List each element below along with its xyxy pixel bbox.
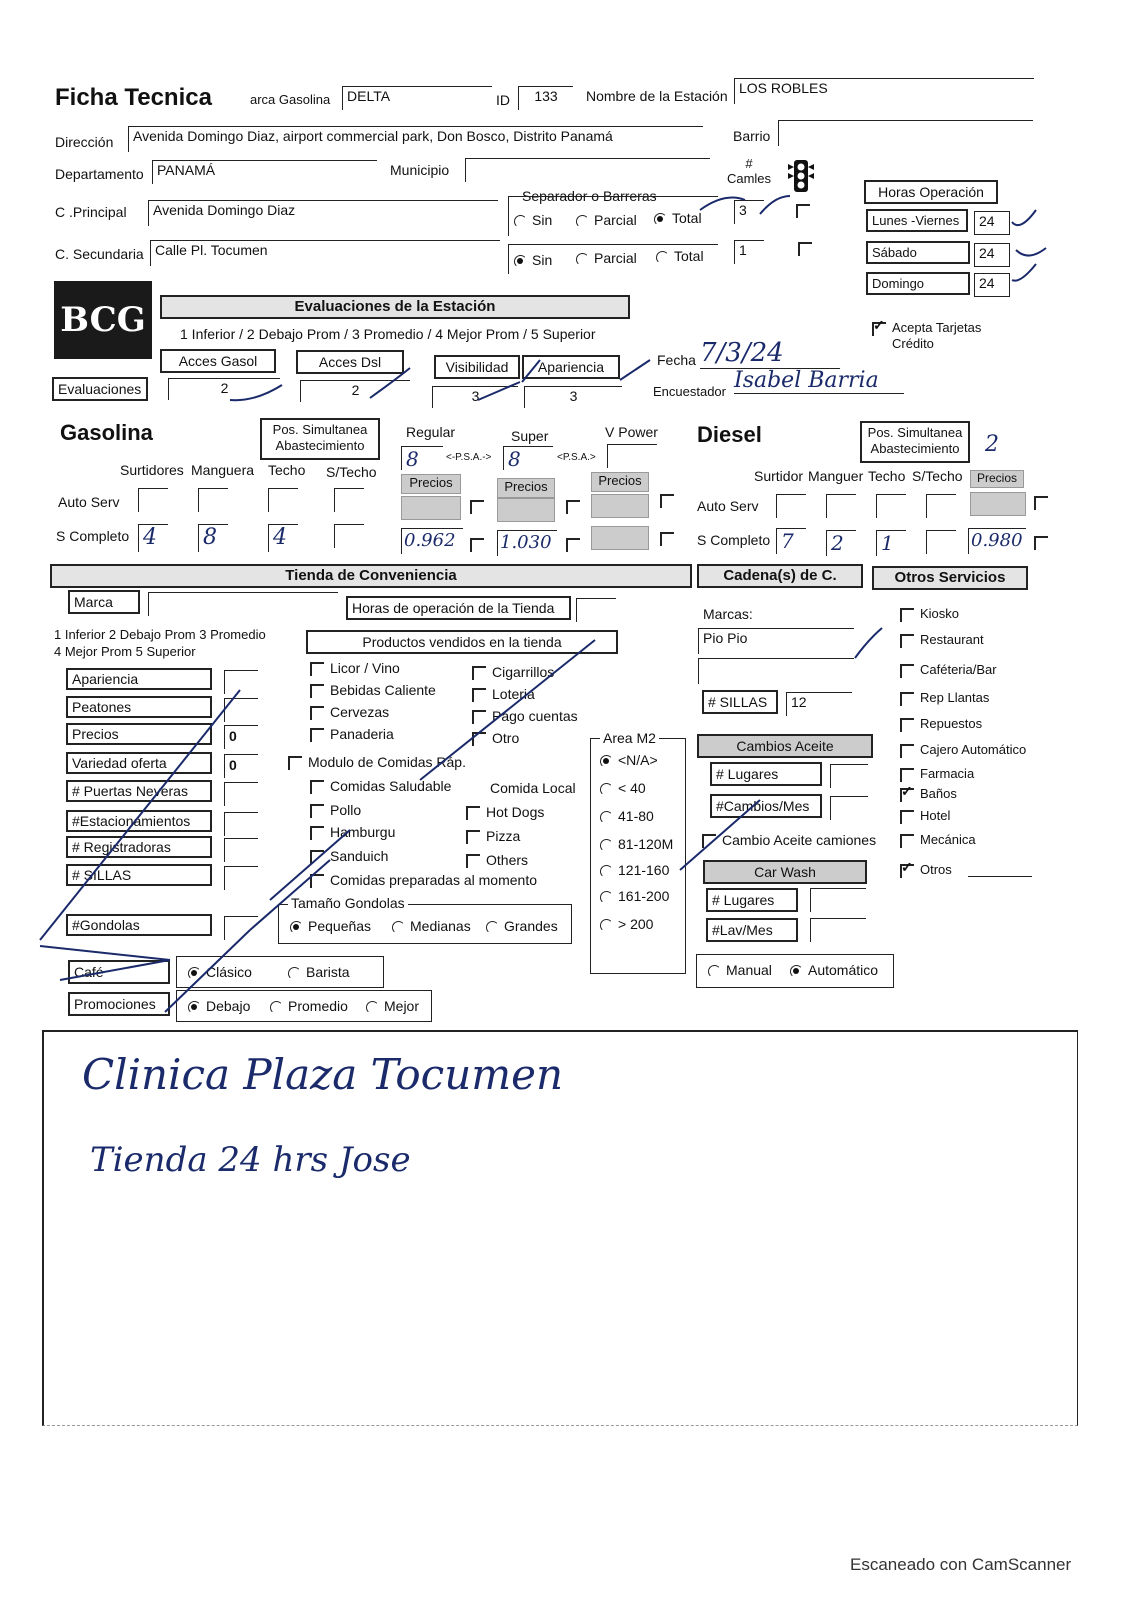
prod-otro-label: Otro xyxy=(492,730,520,746)
encuestador-value[interactable]: Isabel Barria xyxy=(734,368,904,394)
cambios-mes-label: #Cambios/Mes xyxy=(710,794,822,818)
area-option[interactable]: 81-120M xyxy=(600,836,673,852)
otros-item-label: Kiosko xyxy=(920,606,960,621)
area-option[interactable]: < 40 xyxy=(600,780,646,796)
diesel-col-stecho: S/Techo xyxy=(912,468,963,484)
prod-bebidas-label: Bebidas Caliente xyxy=(330,682,436,698)
apariencia-field[interactable]: 3 xyxy=(524,386,622,408)
promo-mejor[interactable]: Mejor xyxy=(366,998,419,1014)
comida-pollo-label: Pollo xyxy=(330,802,362,818)
cambio-camiones-label: Cambio Aceite camiones xyxy=(722,832,877,848)
tam-medianas[interactable]: Medianas xyxy=(392,918,471,934)
apariencia-label: Apariencia xyxy=(522,355,620,379)
rating-label: Apariencia xyxy=(66,668,212,690)
comida-preparadas-label: Comidas preparadas al momento xyxy=(330,872,537,888)
gas-col-surtidores: Surtidores xyxy=(120,462,184,478)
diesel-sc-surt[interactable]: 7 xyxy=(776,528,806,554)
otros-item-label: Farmacia xyxy=(920,766,975,781)
gas-sc-surt[interactable]: 4 xyxy=(138,524,168,552)
diesel-s-completo-label: S Completo xyxy=(697,532,771,548)
otros-item-label: Otros xyxy=(920,862,952,877)
sep1-parcial[interactable]: Parcial xyxy=(576,212,637,228)
area-option[interactable]: 121-160 xyxy=(600,862,669,878)
id-label: ID xyxy=(496,92,510,108)
regular-value[interactable]: 8 xyxy=(401,446,443,470)
otros-item-label: Cajero Automático xyxy=(920,742,1027,757)
gas-sc-mang[interactable]: 8 xyxy=(198,524,228,552)
footer-watermark: Escaneado con CamScanner xyxy=(850,1555,1072,1574)
diesel-title: Diesel xyxy=(697,422,762,447)
dom-label: Domingo xyxy=(866,272,970,295)
acces-gasol-field[interactable]: 2 xyxy=(168,378,280,400)
rating-label: # Registradoras xyxy=(66,836,212,858)
precios-label-2: Precios xyxy=(504,479,548,494)
rating-value[interactable]: 0 xyxy=(224,725,258,749)
encuestador-label: Encuestador xyxy=(653,384,726,399)
otros-item-label: Rep Llantas xyxy=(920,690,990,705)
tam-pequenas[interactable]: Pequeñas xyxy=(290,918,371,934)
dom-field[interactable]: 24 xyxy=(974,273,1010,297)
marca-field[interactable]: DELTA xyxy=(342,86,492,110)
area-option[interactable]: 41-80 xyxy=(600,808,654,824)
comida-hotdogs-label: Hot Dogs xyxy=(486,804,545,820)
diesel-sc-techo[interactable]: 1 xyxy=(876,530,906,556)
acces-gasol-label: Acces Gasol xyxy=(160,349,276,373)
visibilidad-label: Visibilidad xyxy=(434,355,520,379)
gas-col-stecho: S/Techo xyxy=(326,464,377,480)
bcg-logo: BCG xyxy=(54,281,152,359)
barrio-label: Barrio xyxy=(733,128,771,144)
prod-loteria-label: Loteria xyxy=(492,686,535,702)
otros-item-label: Baños xyxy=(920,786,957,801)
rating-value[interactable]: 0 xyxy=(224,754,258,778)
gas-sc-precio-super[interactable]: 1.030 xyxy=(497,530,557,556)
comida-others-label: Others xyxy=(486,852,529,868)
diesel-col-surtidor: Surtidor xyxy=(754,468,804,484)
lav-mes-label: #Lav/Mes xyxy=(706,918,798,942)
fecha-label: Fecha xyxy=(657,352,696,368)
notes-line-1: Clinica Plaza Tocumen xyxy=(82,1050,563,1099)
visibilidad-field[interactable]: 3 xyxy=(432,386,518,408)
psa-label-1: <-P.S.A.-> xyxy=(446,452,492,463)
vpower-label: V Power xyxy=(605,424,658,440)
sep2-total[interactable]: Total xyxy=(656,248,704,264)
promo-promedio[interactable]: Promedio xyxy=(270,998,348,1014)
rating-label: Precios xyxy=(66,723,212,745)
otros-item-label: Hotel xyxy=(920,808,951,823)
comida-local-label: Comida Local xyxy=(490,780,576,796)
carwash-title-text: Car Wash xyxy=(754,864,816,880)
rating-label: Peatones xyxy=(66,696,212,718)
cambios-lugares-label: # Lugares xyxy=(710,762,822,786)
diesel-auto-serv-label: Auto Serv xyxy=(697,498,759,514)
camiles-field-1[interactable]: 3 xyxy=(734,200,764,224)
credito-label: Acepta Tarjetas Crédito xyxy=(892,320,982,351)
evaluaciones-scale: 1 Inferior / 2 Debajo Prom / 3 Promedio / 4 Mejor Prom / 5 Superior xyxy=(180,326,596,342)
horas-title: Horas Operación xyxy=(864,180,998,204)
camiles-label: # Camles xyxy=(726,156,772,186)
cw-lugares-label: # Lugares xyxy=(706,888,798,912)
precios-label-3: Precios xyxy=(598,473,642,488)
acces-dsl-label: Acces Dsl xyxy=(296,350,404,374)
tamano-title: Tamaño Gondolas xyxy=(288,895,408,911)
diesel-precios-label: Precios xyxy=(976,471,1017,485)
municipio-label: Municipio xyxy=(390,162,450,178)
gasolina-pos-sim: Pos. Simultanea Abastecimiento xyxy=(260,418,380,460)
area-option[interactable]: <N/A> xyxy=(600,752,658,768)
tienda-horas-label: Horas de operación de la Tienda xyxy=(346,596,571,620)
marca-label: arca Gasolina xyxy=(250,92,331,107)
super-value[interactable]: 8 xyxy=(503,446,553,470)
rating-label: # Puertas Neveras xyxy=(66,780,212,802)
wash-manual[interactable]: Manual xyxy=(708,962,772,978)
rating-label: #Estacionamientos xyxy=(66,810,212,832)
super-label: Super xyxy=(511,428,549,444)
sab-field[interactable]: 24 xyxy=(974,243,1010,267)
rating-label: Variedad oferta xyxy=(66,752,212,774)
sep2-parcial[interactable]: Parcial xyxy=(576,250,637,266)
comida-hamburgu-label: Hamburgu xyxy=(330,824,396,840)
secundaria-field[interactable]: Calle Pl. Tocumen xyxy=(150,240,500,266)
gas-sc-precio-regular[interactable]: 0.962 xyxy=(401,528,463,554)
otros-item-label: Mecánica xyxy=(920,832,976,847)
otros-item-label: Caféteria/Bar xyxy=(920,662,997,677)
gas-sc-techo[interactable]: 4 xyxy=(268,524,298,552)
principal-field[interactable]: Avenida Domingo Diaz xyxy=(148,200,498,226)
diesel-sc-mang[interactable]: 2 xyxy=(826,530,856,556)
direccion-label: Dirección xyxy=(55,134,114,150)
rating-label: # SILLAS xyxy=(66,864,212,886)
tienda-scale: 1 Inferior 2 Debajo Prom 3 Promedio 4 Mejor Prom 5 Superior xyxy=(54,627,266,659)
prod-panaderia-label: Panaderia xyxy=(330,726,394,742)
departamento-label: Departamento xyxy=(55,166,144,182)
prod-cervezas-label: Cervezas xyxy=(330,704,390,720)
promociones-label: Promociones xyxy=(68,992,170,1016)
principal-label: C .Principal xyxy=(55,204,127,220)
marca1-field[interactable]: Pio Pio xyxy=(698,628,854,654)
gasolina-title: Gasolina xyxy=(60,420,153,445)
camiles-field-2[interactable]: 1 xyxy=(734,240,764,264)
diesel-col-manguer: Manguer xyxy=(808,468,864,484)
marcas-label: Marcas: xyxy=(703,606,753,622)
diesel-col-techo: Techo xyxy=(868,468,906,484)
evaluaciones-label: Evaluaciones xyxy=(52,377,148,401)
precios-label-1: Precios xyxy=(409,475,453,490)
otros-item-label: Restaurant xyxy=(920,632,984,647)
nombre-field[interactable]: LOS ROBLES xyxy=(734,78,1034,104)
psa-label-2: <P.S.A.> xyxy=(557,452,596,463)
otros-item-label: Repuestos xyxy=(920,716,983,731)
sep2-sin[interactable]: Sin xyxy=(514,252,552,268)
prod-cigarrillos-label: Cigarrillos xyxy=(492,664,555,680)
secundaria-label: C. Secundaria xyxy=(55,246,144,262)
prod-pago-label: Pago cuentas xyxy=(492,708,578,724)
notes-line-2: Tienda 24 hrs Jose xyxy=(90,1140,411,1180)
comida-sanduich-label: Sanduich xyxy=(330,848,389,864)
id-field[interactable]: 133 xyxy=(518,86,573,110)
modulo-comidas-label: Modulo de Comidas Ráp. xyxy=(308,754,466,770)
sep1-sin[interactable]: Sin xyxy=(514,212,552,228)
area-option[interactable]: > 200 xyxy=(600,916,653,932)
cadena-sillas-field[interactable]: 12 xyxy=(786,692,852,716)
cafe-label: Café xyxy=(68,960,170,984)
sep1-total[interactable]: Total xyxy=(654,210,702,226)
tienda-marca-label: Marca xyxy=(68,590,140,614)
direccion-field[interactable]: Avenida Domingo Diaz, airport commercial park, Don Bosco, Distrito Panamá xyxy=(128,126,703,152)
cafe-clasico[interactable]: Clásico xyxy=(188,964,252,980)
area-title: Area M2 xyxy=(600,730,659,746)
sab-label: Sábado xyxy=(866,241,970,264)
promo-debajo[interactable]: Debajo xyxy=(188,998,250,1014)
fecha-value[interactable]: 7/3/24 xyxy=(700,338,840,369)
acces-dsl-field[interactable]: 2 xyxy=(300,380,410,402)
comida-saludable-label: Comidas Saludable xyxy=(330,778,452,794)
cambios-title-text: Cambios Aceite xyxy=(736,738,834,754)
wash-automatico[interactable]: Automático xyxy=(790,962,878,978)
otros-title: Otros Servicios xyxy=(872,566,1028,590)
evaluaciones-title: Evaluaciones de la Estación xyxy=(160,295,630,319)
gas-col-manguera: Manguera xyxy=(191,462,255,478)
gas-s-completo-label: S Completo xyxy=(56,528,130,544)
gas-auto-serv-label: Auto Serv xyxy=(58,494,120,510)
cadena-title: Cadena(s) de C. xyxy=(697,564,863,588)
tienda-title: Tienda de Conveniencia xyxy=(50,564,692,588)
productos-title: Productos vendidos en la tienda xyxy=(306,630,618,654)
prod-licor-label: Licor / Vino xyxy=(330,660,400,676)
lv-label: Lunes -Viernes xyxy=(866,209,968,232)
cafe-barista[interactable]: Barista xyxy=(288,964,350,980)
nombre-label: Nombre de la Estación xyxy=(586,88,728,104)
area-option[interactable]: 161-200 xyxy=(600,888,669,904)
gas-col-techo: Techo xyxy=(268,462,306,478)
diesel-pos-value[interactable]: 2 xyxy=(985,432,999,457)
comida-pizza-label: Pizza xyxy=(486,828,521,844)
separador-title: Separador o Barreras xyxy=(522,188,657,204)
rating-label: #Gondolas xyxy=(66,914,212,936)
tam-grandes[interactable]: Grandes xyxy=(486,918,558,934)
diesel-sc-precio[interactable]: 0.980 xyxy=(968,528,1026,554)
diesel-pos-sim: Pos. Simultanea Abastecimiento xyxy=(860,421,970,463)
departamento-field[interactable]: PANAMÁ xyxy=(152,160,377,184)
regular-label: Regular xyxy=(406,424,456,440)
cadena-sillas-label: # SILLAS xyxy=(702,690,778,714)
form-title: Ficha Tecnica xyxy=(55,84,212,111)
lv-field[interactable]: 24 xyxy=(974,211,1010,235)
